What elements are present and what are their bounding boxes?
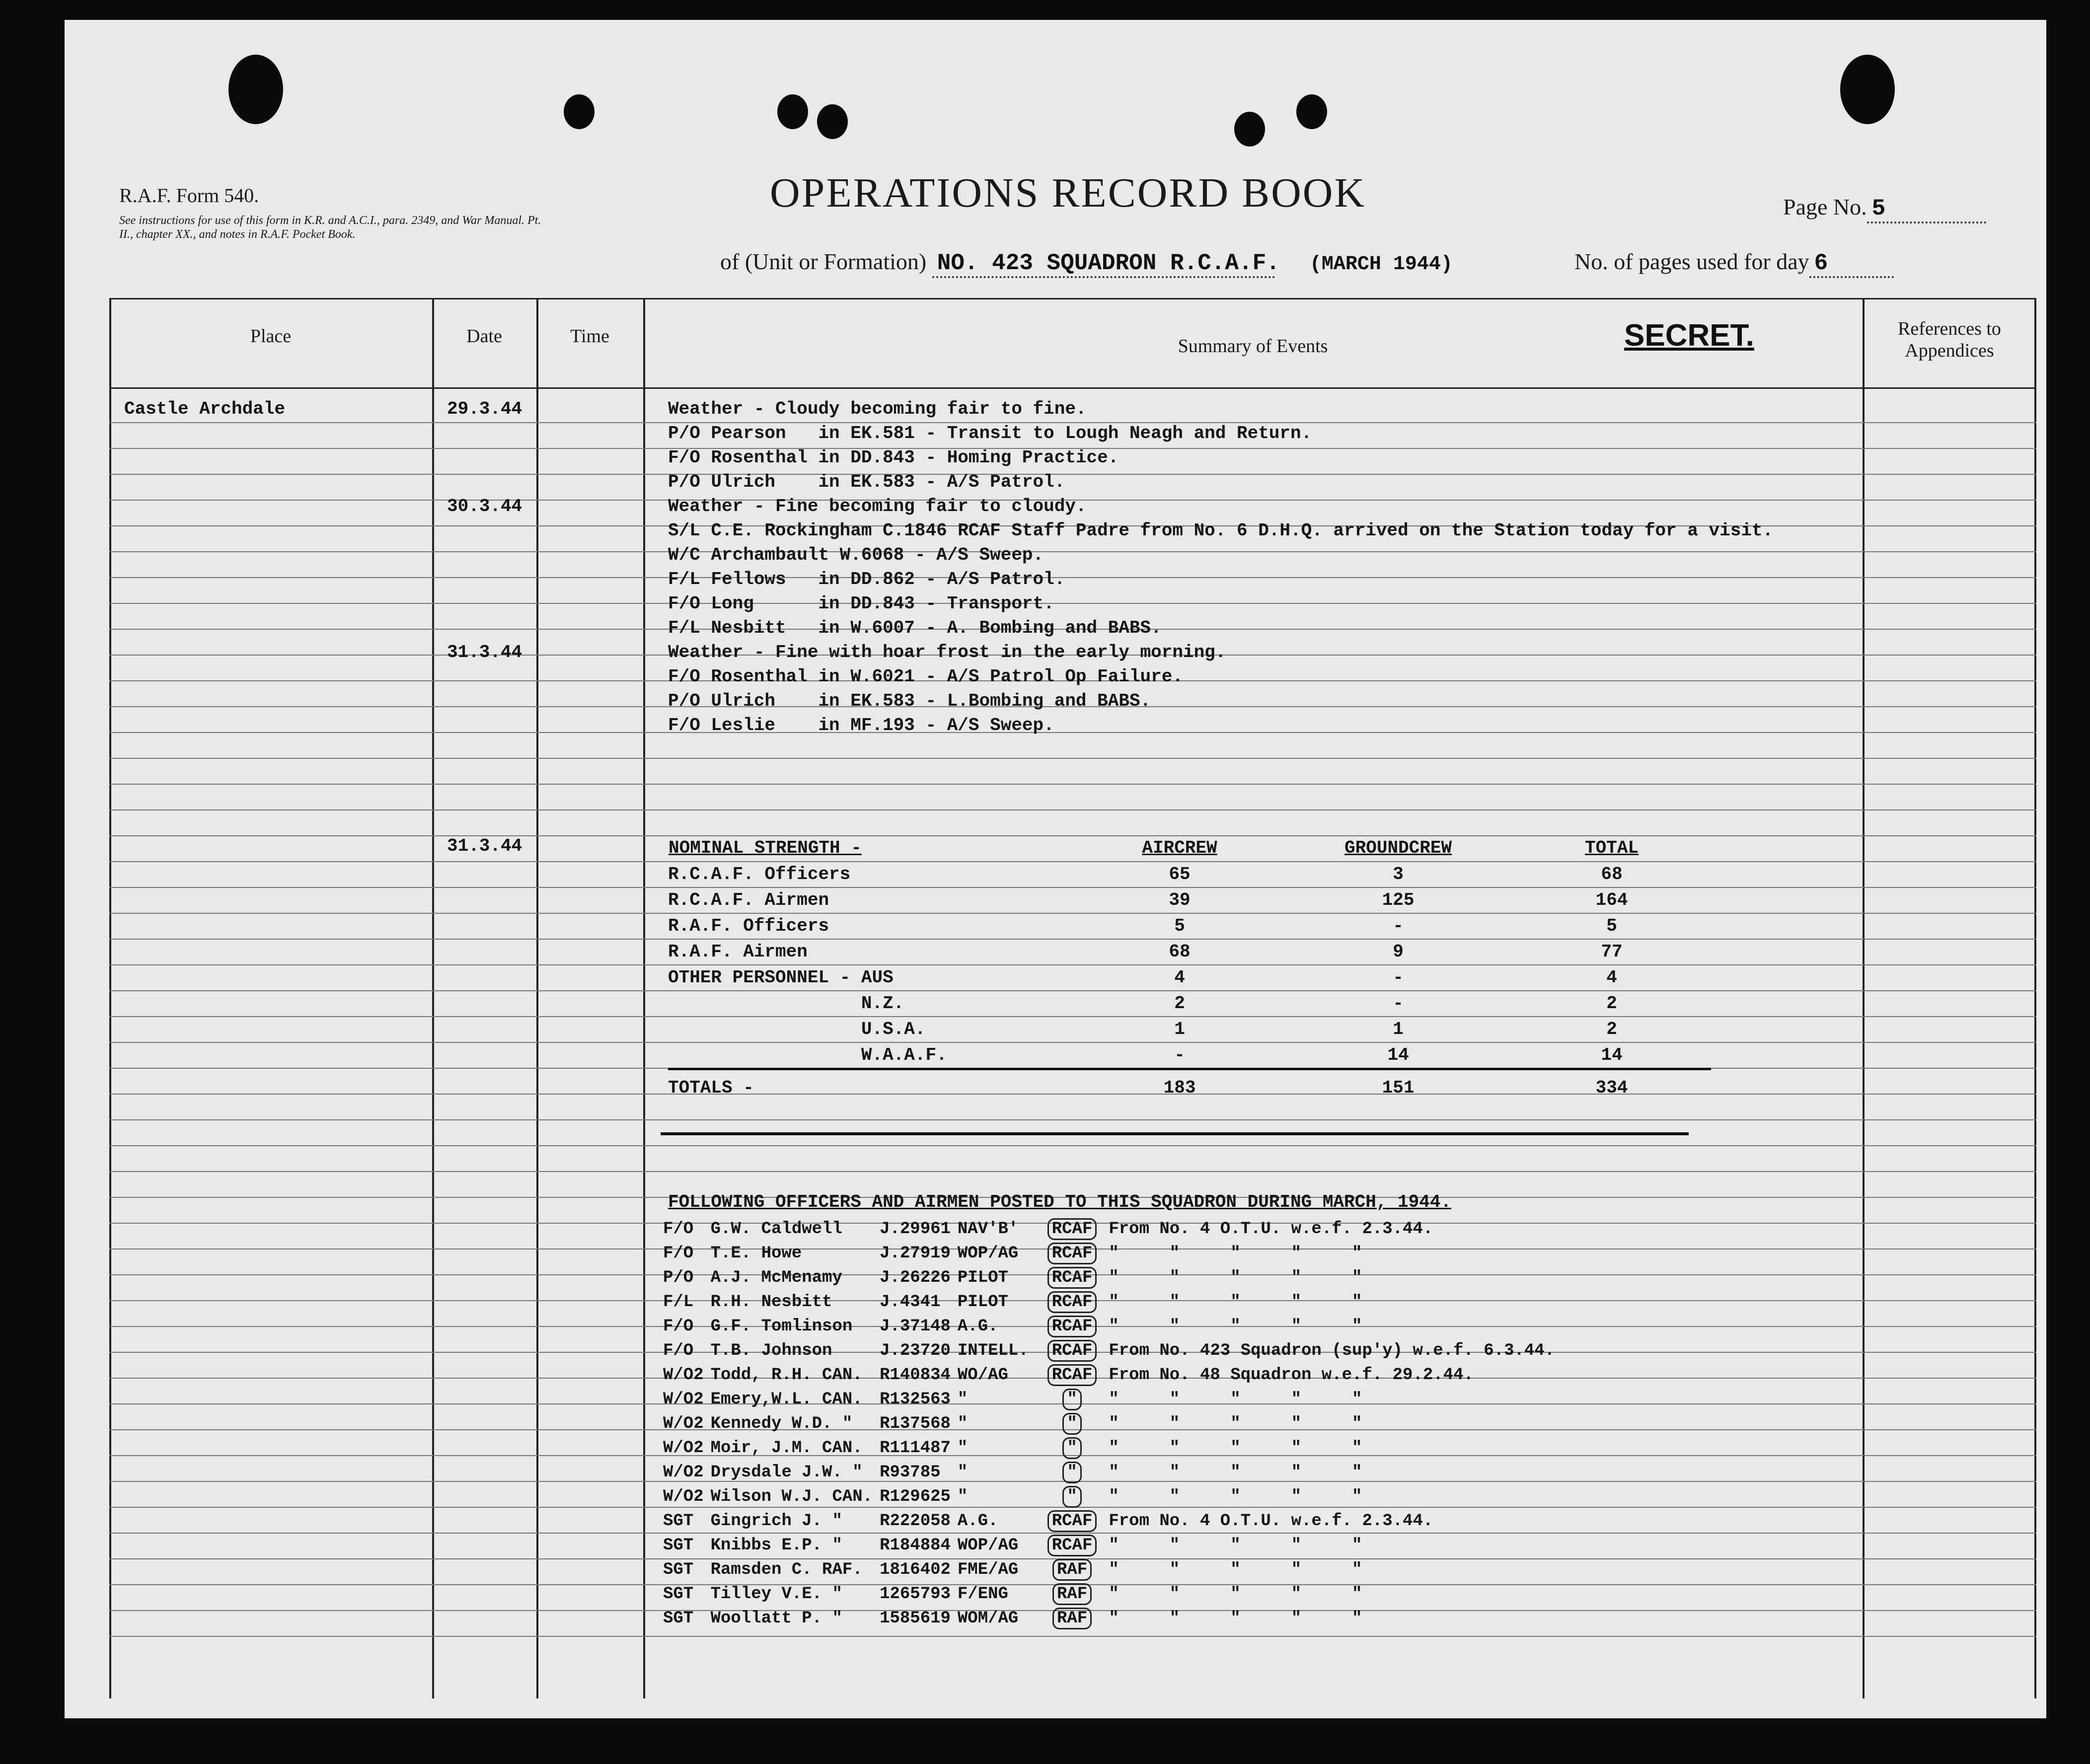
posted-number: R140834 xyxy=(880,1365,951,1385)
strength-label: R.A.F. Officers xyxy=(668,915,829,936)
strength-total: 77 xyxy=(1601,941,1623,962)
posted-service xyxy=(1036,1484,1109,1509)
strength-label: R.C.A.F. Officers xyxy=(668,864,851,884)
posted-rank: W/O2 xyxy=(663,1487,704,1506)
posted-service-value: RAF xyxy=(1052,1608,1092,1629)
entry-date: 29.3.44 xyxy=(447,399,522,419)
strength-totals-row xyxy=(668,1069,1711,1105)
posted-row xyxy=(663,1290,1562,1314)
posted-trade: WOP/AG xyxy=(957,1536,1019,1555)
posted-note: " " " " " xyxy=(1109,1536,1362,1555)
posted-row xyxy=(663,1582,1562,1606)
unit-month: (MARCH 1944) xyxy=(1309,253,1453,276)
record-grid xyxy=(109,298,2036,1698)
posted-row xyxy=(663,1314,1562,1338)
strength-date: 31.3.44 xyxy=(447,836,522,856)
posted-service-value: RAF xyxy=(1052,1559,1092,1581)
posted-row xyxy=(663,1338,1562,1363)
posted-rank: W/O2 xyxy=(663,1390,704,1409)
entry-summary: Weather - Fine becoming fair to cloudy. xyxy=(668,496,1087,516)
posted-name: Emery,W.L. CAN. xyxy=(710,1390,863,1409)
posted-note: " " " " " xyxy=(1109,1560,1362,1579)
posted-rank: SGT xyxy=(663,1609,694,1628)
entry-summary: F/L Fellows in DD.862 - A/S Patrol. xyxy=(668,569,1065,589)
ruled-line xyxy=(109,603,2036,604)
totals-groundcrew: 151 xyxy=(1284,1069,1512,1105)
posted-number: R132563 xyxy=(880,1390,951,1409)
posted-rank: W/O2 xyxy=(663,1438,704,1458)
posted-service xyxy=(1036,1411,1109,1436)
column-references: References to Appendices xyxy=(1898,318,2001,361)
posted-rank: P/O xyxy=(663,1268,694,1287)
strength-aircrew: 68 xyxy=(1169,941,1191,962)
posted-row xyxy=(663,1241,1562,1265)
header-rule xyxy=(109,387,2036,389)
strength-header-groundcrew: GROUNDCREW xyxy=(1344,837,1452,858)
posted-note: From No. 4 O.T.U. w.e.f. 2.3.44. xyxy=(1109,1219,1433,1239)
posted-number: R222058 xyxy=(880,1511,951,1531)
posted-service xyxy=(1036,1363,1109,1387)
unit-value xyxy=(932,250,1453,278)
ruled-line xyxy=(109,809,2036,810)
binder-hole-left xyxy=(228,55,283,124)
posted-trade: INTELL. xyxy=(957,1341,1029,1360)
posted-service xyxy=(1036,1582,1109,1606)
posted-name: T.B. Johnson xyxy=(710,1341,832,1360)
posted-number: J.27919 xyxy=(880,1244,951,1263)
posted-service-value: RCAF xyxy=(1047,1535,1097,1556)
punch-mark xyxy=(1234,112,1265,147)
form-sheet xyxy=(65,20,2046,1718)
posted-service-value: RCAF xyxy=(1047,1316,1097,1337)
posted-trade: A.G. xyxy=(957,1317,998,1336)
strength-label: N.Z. xyxy=(668,993,904,1014)
posted-number: R129625 xyxy=(880,1487,951,1506)
pages-used xyxy=(1574,248,1894,278)
posted-rank: F/O xyxy=(663,1244,694,1263)
entry-summary: F/O Rosenthal in DD.843 - Homing Practice. xyxy=(668,447,1119,468)
strength-groundcrew: - xyxy=(1393,993,1404,1014)
posted-trade: F/ENG xyxy=(957,1584,1008,1604)
posted-trade: WOM/AG xyxy=(957,1609,1019,1628)
strength-total: 4 xyxy=(1606,967,1617,988)
entry-date: 31.3.44 xyxy=(447,642,522,662)
grid-line xyxy=(1863,298,1865,1698)
posted-row xyxy=(663,1460,1562,1484)
totals-total: 334 xyxy=(1512,1069,1711,1105)
entry-summary: F/O Long in DD.843 - Transport. xyxy=(668,593,1054,614)
posted-rank: W/O2 xyxy=(663,1365,704,1385)
posted-rank: F/O xyxy=(663,1219,694,1239)
posted-service-value: " xyxy=(1062,1486,1081,1508)
posted-service-value: RCAF xyxy=(1047,1340,1097,1362)
strength-groundcrew: 3 xyxy=(1393,864,1404,884)
posted-service xyxy=(1036,1217,1109,1241)
posted-name: A.J. McMenamy xyxy=(710,1268,842,1287)
column-summary: Summary of Events xyxy=(1178,336,1328,357)
pages-used-value: 6 xyxy=(1809,250,1894,278)
posted-name: Woollatt P. " xyxy=(710,1609,842,1628)
strength-groundcrew: - xyxy=(1393,915,1404,936)
strength-groundcrew: 14 xyxy=(1387,1044,1409,1065)
posted-service xyxy=(1036,1533,1109,1557)
posted-number: R111487 xyxy=(880,1438,951,1458)
posted-name: R.H. Nesbitt xyxy=(710,1292,832,1312)
posted-service xyxy=(1036,1241,1109,1265)
page-number xyxy=(1783,194,1986,223)
strength-aircrew: 39 xyxy=(1169,889,1191,910)
posted-row xyxy=(663,1411,1562,1436)
strength-total: 2 xyxy=(1606,1019,1617,1039)
posted-rank: SGT xyxy=(663,1584,694,1604)
pages-used-label: No. of pages used for day xyxy=(1574,249,1809,274)
grid-line xyxy=(536,298,538,1698)
posted-trade: " xyxy=(957,1414,968,1433)
column-date: Date xyxy=(466,326,502,347)
posted-name: G.F. Tomlinson xyxy=(710,1317,853,1336)
ruled-line xyxy=(109,551,2036,552)
strength-row xyxy=(668,1042,1711,1069)
posted-note: From No. 4 O.T.U. w.e.f. 2.3.44. xyxy=(1109,1511,1433,1531)
ruled-line xyxy=(109,732,2036,733)
unit-name: NO. 423 SQUADRON R.C.A.F. xyxy=(937,250,1280,276)
posted-note: " " " " " xyxy=(1109,1317,1362,1336)
grid-line xyxy=(109,298,111,1698)
posted-trade: PILOT xyxy=(957,1268,1008,1287)
page-number-label: Page No. xyxy=(1783,194,1867,220)
secret-stamp: SECRET. xyxy=(1624,318,1754,353)
ruled-line xyxy=(109,1636,2036,1637)
posted-trade: A.G. xyxy=(957,1511,998,1531)
posted-service-value: " xyxy=(1062,1462,1081,1483)
posted-service-value: RCAF xyxy=(1047,1267,1097,1289)
posted-name: Drysdale J.W. " xyxy=(710,1463,863,1482)
grid-top-rule xyxy=(109,298,2036,299)
column-place: Place xyxy=(250,326,292,347)
strength-aircrew: 5 xyxy=(1174,915,1185,936)
punch-mark xyxy=(777,94,808,129)
posted-title: FOLLOWING OFFICERS AND AIRMEN POSTED TO THIS SQUADRON DURING MARCH, 1944. xyxy=(668,1192,1452,1212)
posted-rank: F/O xyxy=(663,1341,694,1360)
posted-note: " " " " " xyxy=(1109,1609,1362,1628)
entry-summary: Weather - Fine with hoar frost in the early morning. xyxy=(668,642,1226,662)
strength-total: 2 xyxy=(1606,993,1617,1014)
posted-trade: " xyxy=(957,1390,968,1409)
posted-number: J.4341 xyxy=(880,1292,941,1312)
grid-line xyxy=(432,298,434,1698)
posted-name: G.W. Caldwell xyxy=(710,1219,842,1239)
posted-note: " " " " " xyxy=(1109,1390,1362,1409)
entry-summary: F/O Rosenthal in W.6021 - A/S Patrol Op Failure. xyxy=(668,666,1183,687)
strength-row xyxy=(668,1016,1711,1042)
posted-service xyxy=(1036,1436,1109,1460)
strength-aircrew: 65 xyxy=(1169,864,1191,884)
entry-summary: F/L Nesbitt in W.6007 - A. Bombing and BABS. xyxy=(668,618,1162,638)
posted-name: Kennedy W.D. " xyxy=(710,1414,853,1433)
posted-row xyxy=(663,1533,1562,1557)
posted-trade: WO/AG xyxy=(957,1365,1008,1385)
page-number-value: 5 xyxy=(1867,196,1986,223)
posted-note: " " " " " xyxy=(1109,1487,1362,1506)
posted-number: J.29961 xyxy=(880,1219,951,1239)
ruled-line xyxy=(109,577,2036,578)
strength-total: 164 xyxy=(1595,889,1628,910)
entry-summary: F/O Leslie in MF.193 - A/S Sweep. xyxy=(668,715,1054,735)
nominal-strength-table xyxy=(668,834,1711,1105)
entry-summary: W/C Archambault W.6068 - A/S Sweep. xyxy=(668,545,1044,565)
strength-header-aircrew: AIRCREW xyxy=(1142,837,1217,858)
posted-note: " " " " " xyxy=(1109,1584,1362,1604)
posted-note: " " " " " xyxy=(1109,1438,1362,1458)
unit-label: of (Unit or Formation) xyxy=(720,249,927,274)
form-instructions: See instructions for use of this form in K.R. and A.C.I., para. 2349, and War Manual. Pt. II., chapter XX., and notes in R.A.F. Pocket Book. xyxy=(119,214,541,241)
totals-aircrew: 183 xyxy=(1075,1069,1284,1105)
posted-row xyxy=(663,1387,1562,1411)
entry-summary: S/L C.E. Rockingham C.1846 RCAF Staff Padre from No. 6 D.H.Q. arrived on the Station today for a visit. xyxy=(668,520,1774,541)
posted-rank: SGT xyxy=(663,1536,694,1555)
strength-groundcrew: 1 xyxy=(1393,1019,1404,1039)
posted-note: From No. 48 Squadron w.e.f. 29.2.44. xyxy=(1109,1365,1474,1385)
posted-service-value: " xyxy=(1062,1413,1081,1435)
posted-rank: SGT xyxy=(663,1560,694,1579)
strength-total: 5 xyxy=(1606,915,1617,936)
strength-groundcrew: - xyxy=(1393,967,1404,988)
posted-rank: W/O2 xyxy=(663,1463,704,1482)
entry-summary: P/O Ulrich in EK.583 - L.Bombing and BABS. xyxy=(668,691,1151,711)
strength-total: 14 xyxy=(1601,1044,1623,1065)
posted-name: Tilley V.E. " xyxy=(710,1584,842,1604)
posted-note: From No. 423 Squadron (sup'y) w.e.f. 6.3.44. xyxy=(1109,1341,1555,1360)
posted-number: J.26226 xyxy=(880,1268,951,1287)
posted-trade: " xyxy=(957,1438,968,1458)
strength-label: OTHER PERSONNEL - AUS xyxy=(668,967,894,988)
posted-service xyxy=(1036,1387,1109,1411)
binder-hole-right xyxy=(1840,55,1895,124)
posted-trade: NAV'B' xyxy=(957,1219,1019,1239)
strength-label: R.C.A.F. Airmen xyxy=(668,889,829,910)
strength-row xyxy=(668,887,1711,913)
column-time: Time xyxy=(570,326,609,347)
strength-aircrew: 1 xyxy=(1174,1019,1185,1039)
strength-row xyxy=(668,913,1711,939)
posted-note: " " " " " xyxy=(1109,1463,1362,1482)
strength-row xyxy=(668,939,1711,964)
posted-row xyxy=(663,1484,1562,1509)
posted-number: 1585619 xyxy=(880,1609,951,1628)
posted-service-value: " xyxy=(1062,1389,1081,1410)
entry-summary: P/O Pearson in EK.581 - Transit to Lough Neagh and Return. xyxy=(668,423,1312,443)
ruled-line xyxy=(109,474,2036,475)
posted-note: " " " " " xyxy=(1109,1292,1362,1312)
posted-service-value: RCAF xyxy=(1047,1291,1097,1313)
strength-header-row xyxy=(668,834,1711,861)
posted-name: Moir, J.M. CAN. xyxy=(710,1438,863,1458)
posted-number: R93785 xyxy=(880,1463,941,1482)
posted-service xyxy=(1036,1557,1109,1582)
posted-note: " " " " " xyxy=(1109,1414,1362,1433)
posted-row xyxy=(663,1606,1562,1630)
posted-name: Todd, R.H. CAN. xyxy=(710,1365,863,1385)
posted-service xyxy=(1036,1509,1109,1533)
strength-row xyxy=(668,964,1711,990)
posted-name: Gingrich J. " xyxy=(710,1511,842,1531)
posted-trade: " xyxy=(957,1487,968,1506)
posted-note: " " " " " xyxy=(1109,1244,1362,1263)
punch-mark xyxy=(817,104,848,139)
entry-date: 30.3.44 xyxy=(447,496,522,516)
grid-line xyxy=(643,298,645,1698)
strength-label: W.A.A.F. xyxy=(668,1044,947,1065)
unit-line xyxy=(720,248,1453,278)
strength-aircrew: - xyxy=(1174,1044,1185,1065)
strength-row xyxy=(668,861,1711,887)
strength-total: 68 xyxy=(1601,864,1623,884)
posted-name: Knibbs E.P. " xyxy=(710,1536,842,1555)
entry-summary: Weather - Cloudy becoming fair to fine. xyxy=(668,399,1087,419)
ruled-line xyxy=(109,1119,2036,1120)
strength-label: U.S.A. xyxy=(668,1019,926,1039)
posted-service xyxy=(1036,1265,1109,1290)
entry-summary: P/O Ulrich in EK.583 - A/S Patrol. xyxy=(668,472,1065,492)
posted-rank: F/L xyxy=(663,1292,694,1312)
entry-place: Castle Archdale xyxy=(124,399,286,419)
posted-service-value: RCAF xyxy=(1047,1243,1097,1264)
posted-row xyxy=(663,1557,1562,1582)
posted-row xyxy=(663,1217,1562,1241)
posted-personnel-table xyxy=(663,1217,1562,1630)
posted-number: J.23720 xyxy=(880,1341,951,1360)
ruled-line xyxy=(109,1171,2036,1172)
punch-mark xyxy=(1296,94,1327,129)
ruled-line xyxy=(109,1145,2036,1146)
posted-number: 1265793 xyxy=(880,1584,951,1604)
posted-service xyxy=(1036,1290,1109,1314)
posted-name: Ramsden C. RAF. xyxy=(710,1560,863,1579)
posted-rank: F/O xyxy=(663,1317,694,1336)
posted-rank: W/O2 xyxy=(663,1414,704,1433)
form-number: R.A.F. Form 540. xyxy=(119,184,259,207)
strength-title: NOMINAL STRENGTH - xyxy=(669,837,862,858)
strength-label: R.A.F. Airmen xyxy=(668,941,808,962)
posted-row xyxy=(663,1436,1562,1460)
posted-service xyxy=(1036,1314,1109,1338)
strength-aircrew: 4 xyxy=(1174,967,1185,988)
ruled-line xyxy=(109,784,2036,785)
page-title: OPERATIONS RECORD BOOK xyxy=(770,170,1366,216)
posted-trade: PILOT xyxy=(957,1292,1008,1312)
posted-service xyxy=(1036,1460,1109,1484)
posted-trade: FME/AG xyxy=(957,1560,1019,1579)
posted-trade: " xyxy=(957,1463,968,1482)
strength-aircrew: 2 xyxy=(1174,993,1185,1014)
strength-groundcrew: 125 xyxy=(1382,889,1415,910)
posted-service-value: RCAF xyxy=(1047,1510,1097,1532)
strength-header-total: TOTAL xyxy=(1585,837,1639,858)
posted-number: 1816402 xyxy=(880,1560,951,1579)
posted-number: J.37148 xyxy=(880,1317,951,1336)
posted-service-value: " xyxy=(1062,1437,1081,1459)
totals-underline xyxy=(661,1132,1689,1135)
ruled-line xyxy=(109,758,2036,759)
posted-name: Wilson W.J. CAN. xyxy=(710,1487,873,1506)
punch-mark xyxy=(564,94,595,129)
strength-row xyxy=(668,990,1711,1016)
posted-number: R184884 xyxy=(880,1536,951,1555)
posted-row xyxy=(663,1509,1562,1533)
strength-groundcrew: 9 xyxy=(1393,941,1404,962)
posted-row xyxy=(663,1363,1562,1387)
grid-line xyxy=(2034,298,2036,1698)
posted-service xyxy=(1036,1606,1109,1630)
posted-service xyxy=(1036,1338,1109,1363)
posted-service-value: RAF xyxy=(1052,1583,1092,1605)
posted-service-value: RCAF xyxy=(1047,1218,1097,1240)
posted-name: T.E. Howe xyxy=(710,1244,802,1263)
posted-trade: WOP/AG xyxy=(957,1244,1019,1263)
totals-label: TOTALS - xyxy=(668,1069,1075,1105)
posted-row xyxy=(663,1265,1562,1290)
posted-service-value: RCAF xyxy=(1047,1364,1097,1386)
posted-note: " " " " " xyxy=(1109,1268,1362,1287)
posted-number: R137568 xyxy=(880,1414,951,1433)
posted-rank: SGT xyxy=(663,1511,694,1531)
